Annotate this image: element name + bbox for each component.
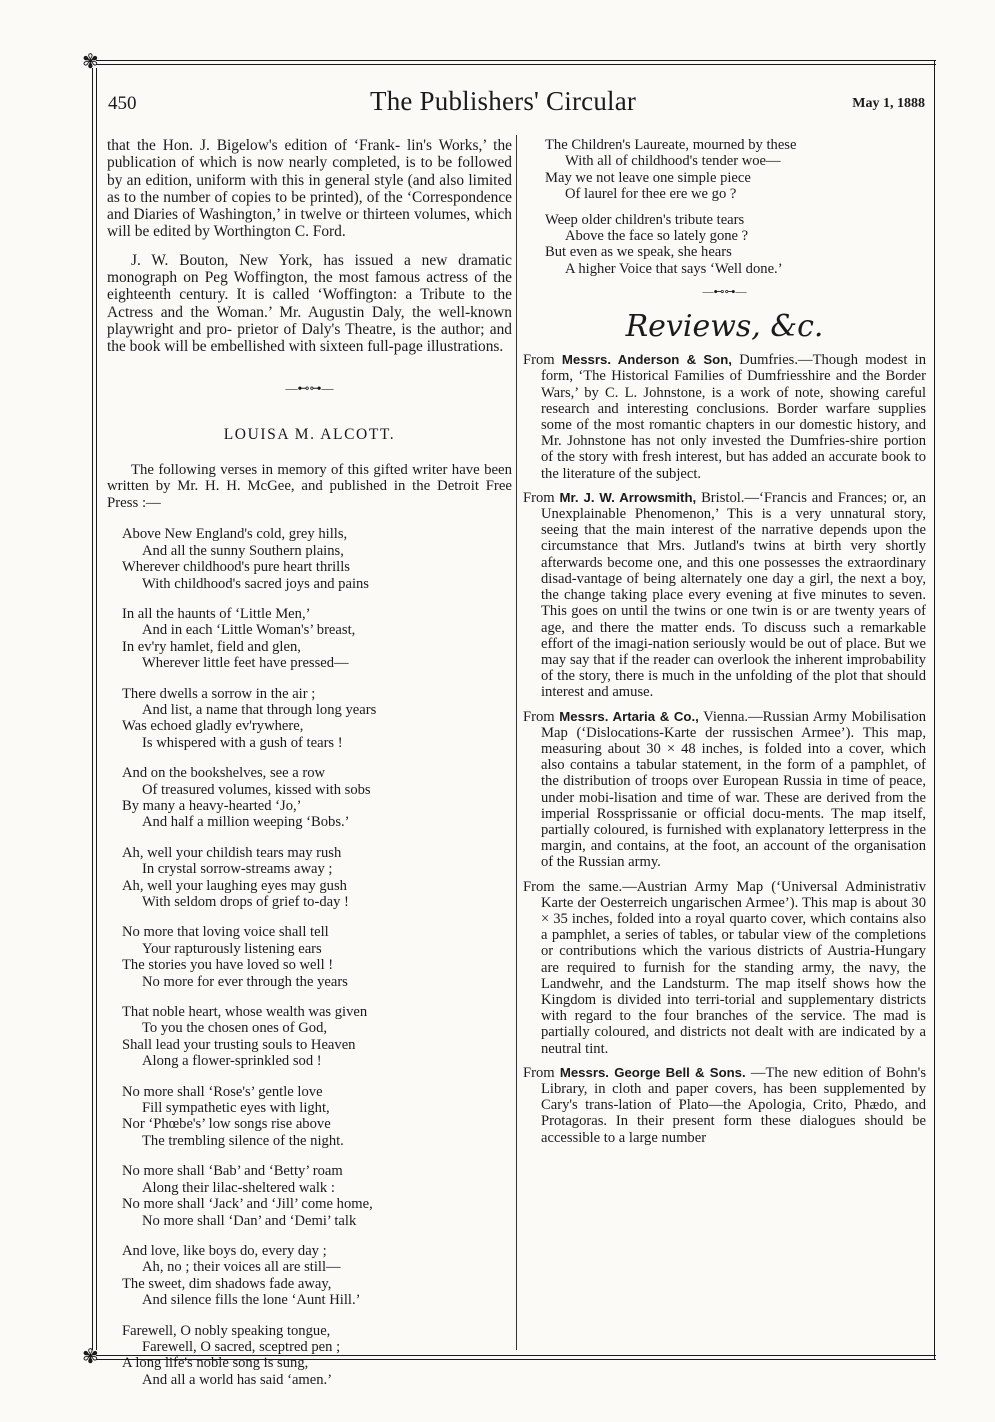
review-entry xyxy=(523,352,926,482)
poem-line: Of treasured volumes, kissed with sobs xyxy=(142,781,371,798)
poem-line: To you the chosen ones of God, xyxy=(142,1020,328,1037)
left-border-rule-inner xyxy=(96,68,97,1350)
right-column xyxy=(523,137,926,1154)
review-source: Messrs. George Bell & Sons. xyxy=(559,1064,746,1080)
poem-line: Along their lilac-sheltered walk : xyxy=(142,1179,335,1196)
poem-stanza xyxy=(122,1243,512,1309)
review-entry xyxy=(523,709,926,871)
poem-line: A long life's noble song is sung, xyxy=(122,1355,309,1372)
poem-line: And in each ‘Little Woman's’ breast, xyxy=(142,622,356,639)
poem-line: In ev'ry hamlet, field and glen, xyxy=(122,638,301,655)
poem-line: No more shall ‘Jack’ and ‘Jill’ come home, xyxy=(122,1196,373,1213)
reviews-heading: Reviews, &c. xyxy=(625,309,824,345)
review-source: Mr. J. W. Arrowsmith, xyxy=(559,489,697,505)
poem-line: But even as we speak, she hears xyxy=(545,244,732,261)
poem-stanza xyxy=(122,606,512,672)
poem-line: Ah, well your laughing eyes may gush xyxy=(122,877,347,894)
publication-title: The Publishers' Circular xyxy=(370,86,637,116)
poem-stanzas-continued xyxy=(523,137,926,277)
left-border-rule xyxy=(92,68,93,1350)
review-entry xyxy=(523,1065,926,1146)
section-separator: —⊷⊶— xyxy=(702,286,747,299)
review-text: Vienna.—Russian Army Mobilisation Map (‘Dislocations-Karte der russischen Armee’). This map, measuring about 30 × 48 inches, is folded into a cover, which also contains a tabular statement, in the form of a pamphlet, of the distribution of troops over European Russia in time of peace, under mobi-lisation and time of war. These are derived from the imperial Rossprissanie or official docu-ments. The map itself, partially coloured, is furnished with explanatory letterpress in the margin, and contains, at the foot, an account of the organisation of the Russian army. xyxy=(541,708,927,871)
poem-line: A higher Voice that says ‘Well done.’ xyxy=(565,260,783,277)
poem-line: In all the haunts of ‘Little Men,’ xyxy=(122,605,311,622)
poem-line: The trembling silence of the night. xyxy=(142,1132,344,1149)
poem-line: The sweet, dim shadows fade away, xyxy=(122,1275,332,1292)
poem-stanza xyxy=(122,1004,512,1070)
poem-title: LOUISA M. ALCOTT. xyxy=(223,425,396,443)
poem-line: No more shall ‘Dan’ and ‘Demi’ talk xyxy=(142,1212,357,1229)
review-source: Messrs. Anderson & Son, xyxy=(561,352,732,368)
poem-line: Fill sympathetic eyes with light, xyxy=(142,1100,330,1117)
poem-stanza xyxy=(545,212,926,278)
paragraph-bouton: J. W. Bouton, New York, has issued a new dramatic monograph on Peg Woffington, the most famous actress of the eighteenth century. It is called ‘Woffington: a Tribute to the Actress and the Woman.’ Mr. Augustin Daly, the well-known playwright and pro- prietor of Daly's Theatre, is the author; and the book will be embellished with sixteen full-page illustrations. xyxy=(107,251,512,356)
review-entry xyxy=(523,879,926,1057)
poem-line: No more for ever through the years xyxy=(142,973,348,990)
poem-line: And half a million weeping ‘Bobs.’ xyxy=(142,814,350,831)
review-source: Messrs. Artaria & Co., xyxy=(559,708,699,724)
poem-line: With childhood's sacred joys and pains xyxy=(142,575,369,592)
poem-line: Was echoed gladly ev'rywhere, xyxy=(122,718,304,735)
review-text: Bristol.—‘Francis and Frances; or, an Unexplainable Phenomenon,’ This is a very unnatural story, seeing that the main interest of the narrative depends upon the circumstance that Mrs. Jutland's twins at birth very shortly afterwards become one, and this one possesses the extraordinary disad-vantage of being alternately one day a girl, the next a boy, the change taking place every evening at five minutes to seven. This goes on until the twins or one twin is or are twenty years of age, and there the matter ends. To discuss such a remarkable effort of the imagi-nation seriously would be out of place. But we may say that if the reader can overlook the inherent improbability of the story, there is much in the unfolding of the plot that should interest and amuse. xyxy=(541,489,926,701)
review-lead: From xyxy=(523,878,563,895)
corner-ornament-bottom: ✾ xyxy=(82,1346,99,1368)
poem-line: And all the sunny Southern plains, xyxy=(142,542,344,559)
poem-stanza xyxy=(122,765,512,831)
poem-line: Your rapturously listening ears xyxy=(142,940,322,957)
poem-line: Nor ‘Phœbe's’ low songs rise above xyxy=(122,1116,331,1133)
poem-intro: The following verses in memory of this gifted writer have been written by Mr. H. H. McGee, and published in the Detroit Free Press :— xyxy=(107,461,512,512)
poem-stanza xyxy=(545,137,926,203)
review-lead: From xyxy=(523,1064,560,1081)
review-lead: From xyxy=(523,708,560,725)
poem-line: No more that loving voice shall tell xyxy=(122,924,329,941)
poem-line: Is whispered with a gush of tears ! xyxy=(142,734,343,751)
poem-stanzas xyxy=(107,526,512,1388)
poem-line: No more shall ‘Bab’ and ‘Betty’ roam xyxy=(122,1163,343,1180)
poem-line: Farewell, O sacred, sceptred pen ; xyxy=(142,1338,341,1355)
poem-line: Ah, well your childish tears may rush xyxy=(122,844,342,861)
review-text: Dumfries.—Though modest in form, ‘The Historical Families of Dumfriesshire and the Border Wars,’ by C. L. Johnstone, is a work of note, showing careful research and interesting conclusions. Border warfare supplies some of the most romantic chapters in our domestic history, and Mr. Johnstone has not only invested the Dumfries-shire portion of the story with fresh interest, but has added an accurate book to the literature of the subject. xyxy=(541,352,927,482)
section-separator: —⊷⊶— xyxy=(285,380,334,395)
reviews-list xyxy=(523,352,926,1146)
top-border-rule xyxy=(96,60,936,61)
poem-line: Ah, no ; their voices all are still— xyxy=(142,1259,341,1276)
review-lead: From xyxy=(523,489,560,506)
poem-line: With all of childhood's tender woe— xyxy=(565,153,781,170)
poem-line: With seldom drops of grief to-day ! xyxy=(142,894,349,910)
poem-line: Wherever childhood's pure heart thrills xyxy=(122,559,350,576)
poem-line: May we not leave one simple piece xyxy=(545,169,751,186)
page-number: 450 xyxy=(108,93,137,114)
poem-stanza xyxy=(122,526,512,592)
poem-line: No more shall ‘Rose's’ gentle love xyxy=(122,1083,323,1100)
poem-line: Weep older children's tribute tears xyxy=(545,211,745,228)
poem-line: That noble heart, whose wealth was given xyxy=(122,1004,368,1021)
column-divider xyxy=(516,135,517,1350)
poem-stanza xyxy=(122,686,512,752)
right-border-rule xyxy=(934,60,935,1360)
poem-line: Wherever little feet have pressed— xyxy=(142,655,349,672)
poem-stanza xyxy=(122,1323,512,1389)
poem-line: The Children's Laureate, mourned by these xyxy=(545,137,797,153)
review-text: the same.—Austrian Army Map (‘Universal Administrativ Karte der Oesterreich ungarischen Armee’). This map is about 30 × 35 inches, folded into a royal quarto cover, which contains also a pamphlet, a series of tables, or tabular view of the completions or contributions which the various districts of Austria-Hungary are required to furnish for the standing army, the navy, the Landwehr, and the Landsturm. The map itself shows how the Kingdom is divided into terri-torial and supplementary districts with regard to the four branches of the service. The mad is partially coloured, and districts not dealt with are indicated by a neutral tint. xyxy=(541,878,926,1057)
poem-line: And love, like boys do, every day ; xyxy=(122,1242,327,1259)
issue-date: May 1, 1888 xyxy=(852,96,925,111)
poem-line: And silence fills the lone ‘Aunt Hill.’ xyxy=(142,1292,361,1309)
poem-line: Above the face so lately gone ? xyxy=(565,228,749,245)
poem-stanza xyxy=(122,1084,512,1150)
poem-stanza xyxy=(122,1163,512,1229)
left-column xyxy=(107,137,512,1388)
top-border-rule-inner xyxy=(96,64,936,65)
poem-line: And list, a name that through long years xyxy=(142,701,377,718)
poem-line: Along a flower-sprinkled sod ! xyxy=(142,1053,322,1070)
poem-line: Shall lead your trusting souls to Heaven xyxy=(122,1036,356,1053)
poem-line: In crystal sorrow-streams away ; xyxy=(142,861,333,878)
poem-line: And on the bookshelves, see a row xyxy=(122,765,326,782)
paragraph-bigelow: that the Hon. J. Bigelow's edition of ‘Frank- lin's Works,’ the publication of which is now nearly completed, is to be followed by an edition, uniform with this in general style (and also limited as to the number of copies to be printed), of the ‘Correspondence and Diaries of Washington,’ in twelve or thirteen volumes, which will be edited by Worthington C. Ford. xyxy=(107,137,512,241)
poem-stanza xyxy=(122,924,512,990)
review-lead: From xyxy=(523,352,562,369)
poem-line: Above New England's cold, grey hills, xyxy=(122,526,348,543)
poem-line: And all a world has said ‘amen.’ xyxy=(142,1371,333,1388)
poem-line: By many a heavy-hearted ‘Jo,’ xyxy=(122,797,302,814)
poem-line: Farewell, O nobly speaking tongue, xyxy=(122,1322,331,1339)
poem-stanza xyxy=(122,845,512,911)
review-entry xyxy=(523,490,926,701)
poem-line: There dwells a sorrow in the air ; xyxy=(122,685,316,702)
corner-ornament-top: ✾ xyxy=(82,51,99,73)
review-text: —The new edition of Bohn's Library, in cloth and paper covers, has been supplemented by Cary's trans-lation of Plato—the Apologia, Crito, Phædo, and Protagoras. In their present form these dialogues should be accessible to a large number xyxy=(541,1064,926,1146)
poem-line: Of laurel for thee ere we go ? xyxy=(565,186,737,203)
poem-line: The stories you have loved so well ! xyxy=(122,957,334,974)
